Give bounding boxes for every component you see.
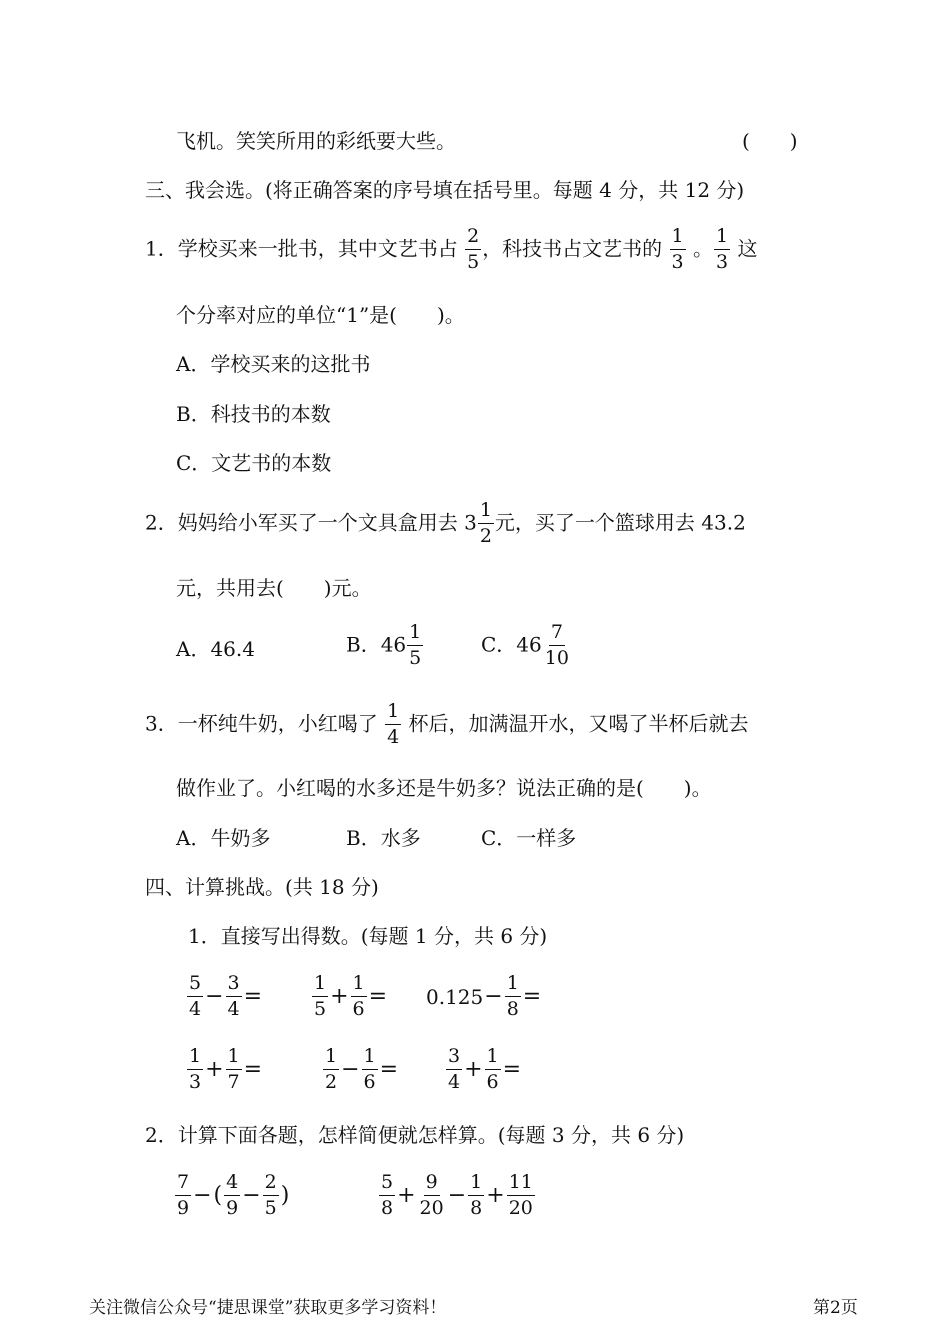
q3-option-a: A．牛奶多: [176, 826, 271, 850]
fraction: $\frac{1}{5}$: [314, 972, 327, 1021]
fraction: $\frac{7}{10}$: [544, 621, 569, 670]
q1-option-c: C．文艺书的本数: [176, 451, 332, 475]
q2-option-c: C．46 $\frac{7}{10}$: [481, 621, 569, 670]
fraction: $\frac{2}{5}$: [264, 1171, 277, 1220]
q3-option-c: C．一样多: [481, 826, 577, 850]
top-line-text: 飞机。笑笑所用的彩纸要大些。: [176, 129, 456, 153]
fraction: $\frac{1}{6}$: [363, 1045, 376, 1094]
q3-line2: 做作业了。小红喝的水多还是牛奶多？说法正确的是( )。: [176, 776, 712, 800]
fraction: $\frac{2}{5}$: [467, 225, 480, 274]
calc-expr: $\frac{7}{9}$ −( $\frac{4}{9}$ − $\frac{2}{5}$ ): [177, 1171, 290, 1220]
q1-line2: 个分率对应的单位“1”是( )。: [176, 303, 465, 327]
calc-expr: $\frac{1}{3}$ + $\frac{1}{7}$ =: [189, 1045, 263, 1094]
fraction: $\frac{1}{6}$: [352, 972, 365, 1021]
sub2-title: 2．计算下面各题，怎样简便就怎样算。(每题 3 分，共 6 分): [145, 1123, 685, 1147]
page-number: 第2页: [813, 1298, 858, 1318]
fraction: $\frac{1}{3}$: [671, 225, 684, 274]
fraction: $\frac{1}{3}$: [716, 225, 729, 274]
fraction: $\frac{3}{4}$: [448, 1045, 461, 1094]
top-line: [176, 131, 456, 151]
fraction: $\frac{1}{2}$: [325, 1045, 338, 1094]
fraction: $\frac{5}{8}$: [381, 1171, 394, 1220]
fraction: $\frac{4}{9}$: [226, 1171, 239, 1220]
q2-line1: 2．妈妈给小军买了一个文具盒用去 3 $\frac{1}{2}$ 元，买了一个篮球用去 43.2: [145, 499, 746, 548]
calc-expr: $\frac{1}{5}$ + $\frac{1}{6}$ =: [314, 972, 388, 1021]
fraction: $\frac{1}{7}$: [227, 1045, 240, 1094]
q1-line1: 1．学校买来一批书，其中文艺书占 $\frac{2}{5}$ ，科技书占文艺书的 $\frac{1}{3}$ 。 $\frac{1}{3}$ 这: [145, 225, 758, 274]
calc-expr: 0.125− $\frac{1}{8}$ =: [426, 972, 542, 1021]
fraction: $\frac{1}{3}$: [189, 1045, 202, 1094]
calc-expr: $\frac{3}{4}$ + $\frac{1}{6}$ =: [448, 1045, 522, 1094]
q1-option-b: B．科技书的本数: [176, 402, 331, 426]
q2-option-a: A．46.4: [176, 637, 255, 661]
q1-option-a: A．学校买来的这批书: [176, 352, 371, 376]
top-answer-paren: ( ): [742, 129, 798, 153]
fraction: $\frac{5}{4}$: [189, 972, 202, 1021]
calc-expr: $\frac{5}{8}$ + $\frac{9}{20}$ − $\frac{1}{8}$ + $\frac{11}{20}$: [381, 1171, 533, 1220]
fraction: $\frac{1}{2}$: [479, 499, 492, 548]
section4-title: 四、计算挑战。(共 18 分): [145, 875, 379, 899]
q2-option-b: B．46 $\frac{1}{5}$: [346, 621, 422, 670]
fraction: $\frac{3}{4}$: [227, 972, 240, 1021]
fraction: $\frac{1}{4}$: [387, 700, 400, 749]
fraction: $\frac{1}{8}$: [470, 1171, 483, 1220]
fraction: $\frac{7}{9}$: [177, 1171, 190, 1220]
footer-note: 关注微信公众号“捷思课堂”获取更多学习资料！: [89, 1298, 447, 1318]
fraction: $\frac{1}{6}$: [486, 1045, 499, 1094]
section3-title: 三、我会选。(将正确答案的序号填在括号里。每题 4 分，共 12 分): [145, 178, 745, 202]
fraction: $\frac{9}{20}$: [419, 1171, 444, 1220]
fraction: $\frac{1}{8}$: [506, 972, 519, 1021]
calc-expr: $\frac{5}{4}$ − $\frac{3}{4}$ =: [189, 972, 263, 1021]
fraction: $\frac{11}{20}$: [508, 1171, 533, 1220]
calc-expr: $\frac{1}{2}$ − $\frac{1}{6}$ =: [325, 1045, 399, 1094]
fraction: $\frac{1}{5}$: [409, 621, 422, 670]
q3-option-b: B．水多: [346, 826, 421, 850]
q3-line1: 3．一杯纯牛奶，小红喝了 $\frac{1}{4}$ 杯后，加满温开水，又喝了半杯后就去: [145, 700, 749, 749]
sub1-title: 1．直接写出得数。(每题 1 分，共 6 分): [188, 924, 548, 948]
q2-line2: 元，共用去( )元。: [176, 576, 372, 600]
